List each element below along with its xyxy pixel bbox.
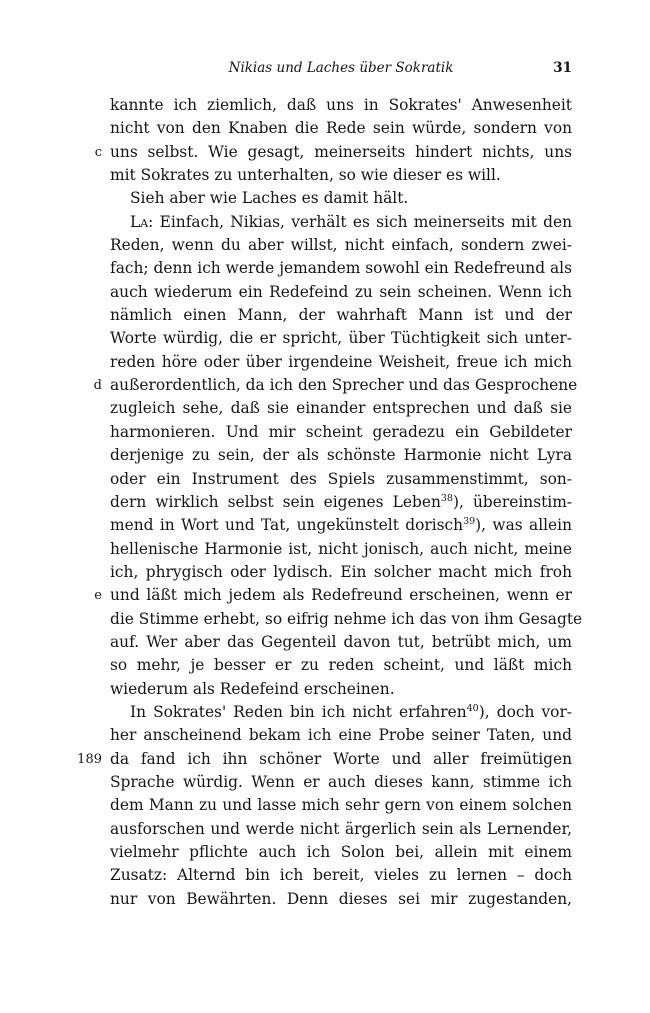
line-text: oder ein Instrument des Spiels zusammenstimmt, son- bbox=[110, 469, 572, 488]
speaker-label: La bbox=[130, 212, 149, 231]
margin-marker: c bbox=[94, 144, 102, 160]
line-text: Sprache würdig. Wenn er auch dieses kann, stimme ich bbox=[110, 772, 572, 791]
line-text: her anscheinend bekam ich eine Probe seiner Taten, und bbox=[110, 726, 572, 745]
text-line bbox=[93, 374, 578, 397]
text-line bbox=[110, 794, 572, 817]
running-title: Nikias und Laches über Sokratik bbox=[228, 60, 454, 76]
line-text: die Stimme erhebt, so eifrig nehme ich das von ihm Gesagte bbox=[110, 609, 583, 628]
line-text: kannte ich ziemlich, daß uns in Sokrates' Anwesenheit bbox=[110, 96, 572, 114]
margin-marker: e bbox=[94, 588, 102, 604]
text-line bbox=[110, 164, 572, 187]
footnote-ref: 40 bbox=[466, 702, 479, 714]
line-text: vielmehr pflichte auch ich Solon bei, allein mit einem bbox=[110, 843, 572, 861]
line-text: harmonieren. Und mir scheint geradezu ein Gebildeter bbox=[110, 422, 572, 441]
text-line bbox=[110, 841, 572, 864]
line-text: so mehr, je besser er zu reden scheint, und läßt mich bbox=[110, 656, 572, 675]
line-text: Sieh aber wie Laches es damit hält. bbox=[130, 189, 409, 208]
line-text: Reden, wenn du aber willst, nicht einfach, sondern zwei- bbox=[110, 236, 572, 255]
text-line bbox=[110, 701, 572, 724]
line-text: In Sokrates' Reden bin ich nicht erfahren bbox=[130, 702, 467, 721]
text-line bbox=[110, 724, 572, 747]
text-line bbox=[110, 397, 572, 420]
text-line bbox=[110, 491, 572, 514]
text-line bbox=[110, 818, 572, 841]
text-line bbox=[110, 888, 572, 911]
margin-marker: 189 bbox=[77, 751, 102, 767]
text-line bbox=[110, 117, 572, 140]
text-line bbox=[110, 514, 572, 537]
line-text: reden höre oder über irgendeine Weisheit, freue ich mich bbox=[110, 352, 572, 371]
line-text: dem Mann zu und lasse mich sehr gern von einem solchen bbox=[110, 796, 572, 815]
line-text: auch wiederum ein Redefeind zu sein scheinen. Wenn ich bbox=[110, 282, 572, 301]
line-text: nur von Bewährten. Denn dieses sei mir zugestanden, bbox=[110, 889, 572, 908]
text-line bbox=[110, 864, 572, 887]
line-text: ich, phrygisch oder lydisch. Ein solcher macht mich froh bbox=[110, 562, 572, 581]
line-text-continued: ), übereinstim- bbox=[452, 492, 572, 511]
line-text: da fand ich ihn schöner Worte und aller freimütigen bbox=[110, 749, 572, 768]
line-text: nicht von den Knaben die Rede sein würde, sondern von bbox=[110, 119, 572, 138]
text-line bbox=[110, 304, 572, 327]
text-line bbox=[94, 584, 572, 607]
line-text: nämlich einen Mann, der wahrhaft Mann ist und der bbox=[110, 306, 572, 325]
page-number: 31 bbox=[553, 60, 572, 76]
line-text: dern wirklich selbst sein eigenes Leben bbox=[110, 492, 441, 511]
line-text-continued: ), doch vor- bbox=[478, 702, 572, 721]
line-text: : Einfach, Nikias, verhält es sich meinerseits mit den bbox=[148, 212, 572, 231]
text-line bbox=[110, 327, 572, 350]
running-header bbox=[110, 60, 572, 82]
text-line bbox=[110, 257, 572, 280]
text-line bbox=[94, 141, 572, 164]
line-text: derjenige zu sein, der als schönste Harmonie nicht Lyra bbox=[110, 446, 572, 465]
text-line bbox=[110, 678, 572, 701]
text-line bbox=[110, 351, 572, 374]
text-line bbox=[110, 281, 572, 304]
line-text: und läßt mich jedem als Redefreund erscheinen, wenn er bbox=[110, 586, 572, 605]
line-text: uns selbst. Wie gesagt, meinerseits hindert nichts, uns bbox=[110, 142, 572, 161]
line-text-continued: ), was allein bbox=[475, 516, 572, 535]
text-line bbox=[110, 421, 572, 444]
line-text: ausforschen und werde nicht ärgerlich sein als Lernender, bbox=[110, 819, 572, 838]
line-text: hellenische Harmonie ist, nicht jonisch, auch nicht, meine bbox=[110, 539, 572, 558]
footnote-ref: 38 bbox=[440, 492, 453, 504]
line-text: zugleich sehe, daß sie einander entsprechen und daß sie bbox=[110, 399, 572, 418]
line-text: außerordentlich, da ich den Sprecher und das Gesprochene bbox=[110, 376, 578, 395]
footnote-ref: 39 bbox=[463, 516, 476, 528]
line-text: wiederum als Redefeind erscheinen. bbox=[110, 679, 395, 698]
line-text: fach; denn ich werde jemandem sowohl ein Redefreund als bbox=[110, 259, 572, 278]
text-line bbox=[110, 187, 572, 210]
line-text: mend in Wort und Tat, ungekünstelt dorisch bbox=[110, 516, 464, 535]
text-line bbox=[110, 631, 572, 654]
text-line bbox=[110, 234, 572, 257]
line-text: Zusatz: Alternd bin ich bereit, vieles zu lernen – doch bbox=[110, 866, 572, 885]
text-line bbox=[110, 538, 572, 561]
text-line bbox=[110, 654, 572, 677]
text-line bbox=[77, 748, 572, 771]
text-line bbox=[110, 468, 572, 491]
text-body bbox=[77, 94, 583, 911]
text-line bbox=[110, 608, 583, 631]
text-line bbox=[110, 94, 572, 117]
line-text: mit Sokrates zu unterhalten, so wie dieser es will. bbox=[110, 166, 501, 185]
margin-marker: d bbox=[93, 378, 102, 394]
line-text: Worte würdig, die er spricht, über Tüchtigkeit sich unter- bbox=[110, 329, 572, 348]
line-text: auf. Wer aber das Gegenteil davon tut, betrübt mich, um bbox=[110, 632, 572, 651]
text-line bbox=[110, 561, 572, 584]
text-line bbox=[110, 771, 572, 794]
text-line bbox=[110, 211, 572, 234]
text-line bbox=[110, 444, 572, 467]
